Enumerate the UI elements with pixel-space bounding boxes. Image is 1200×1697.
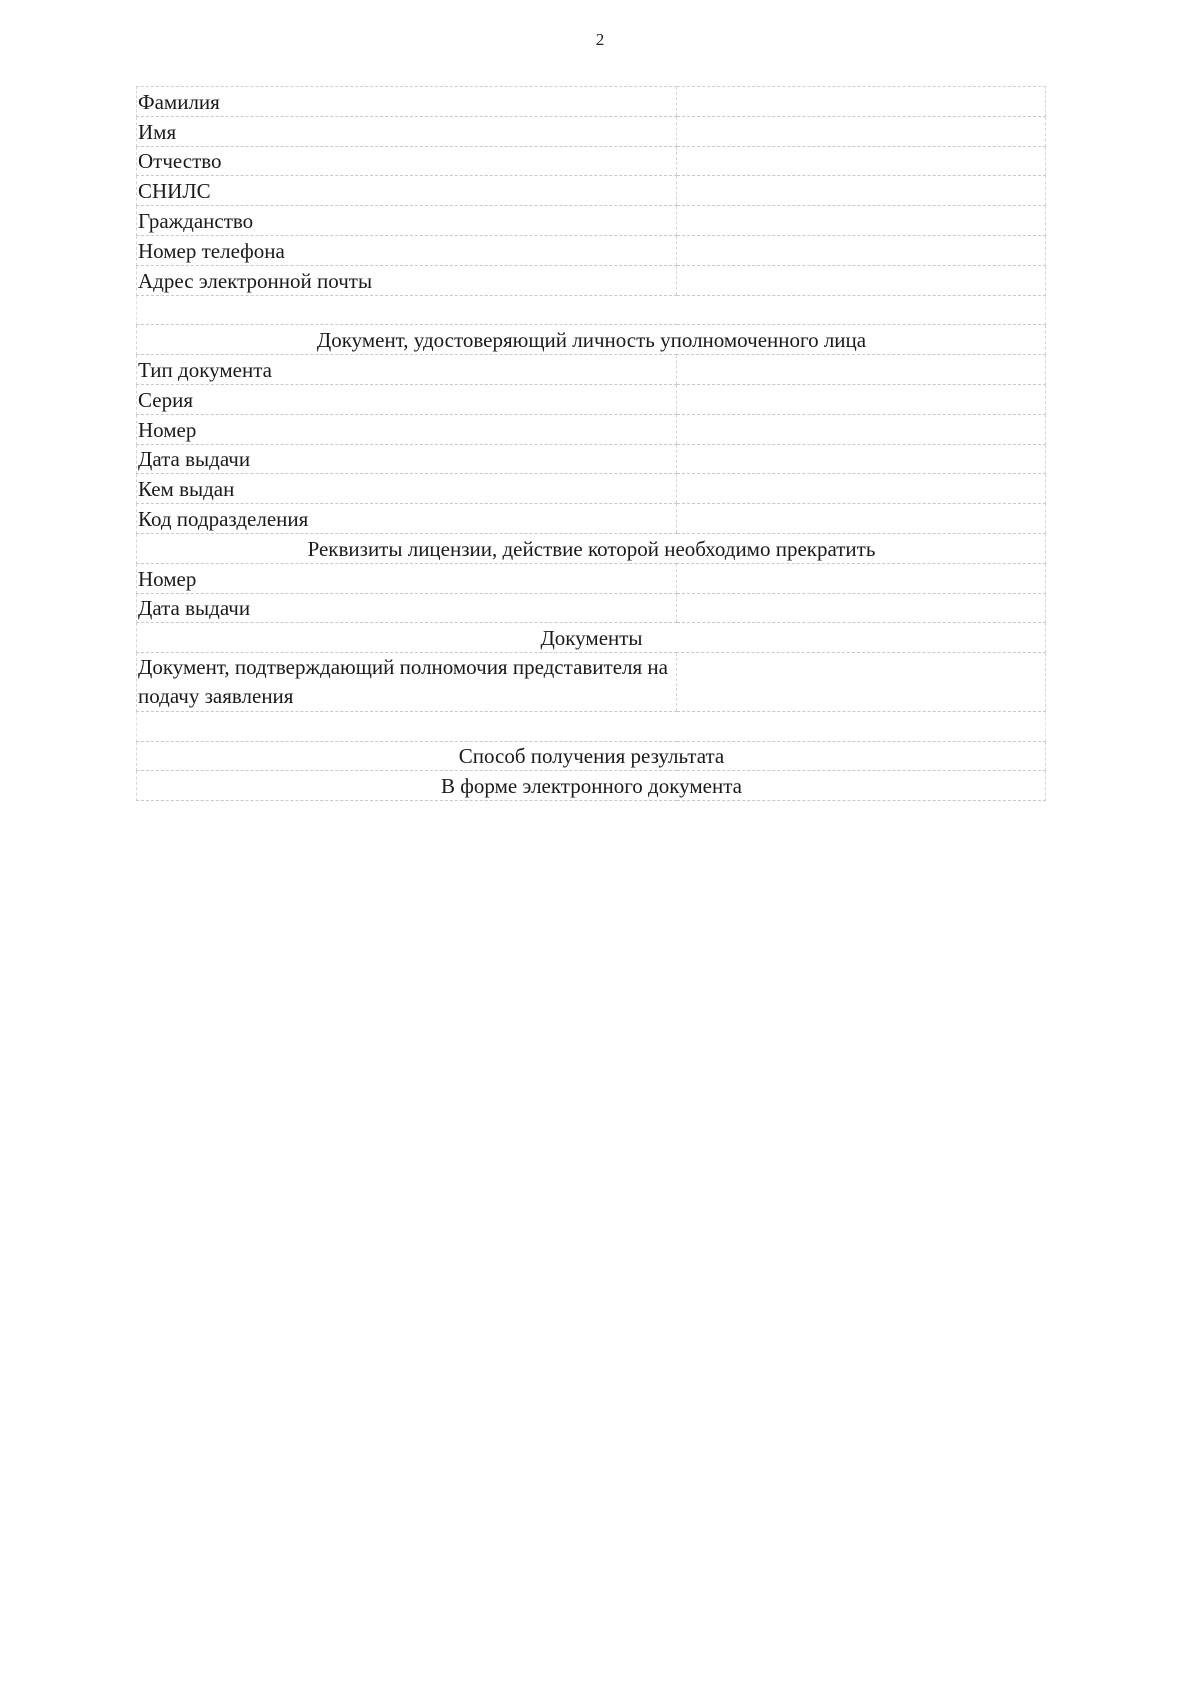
form-row-name xyxy=(137,116,1046,146)
field-value xyxy=(677,593,1046,623)
field-value xyxy=(677,474,1046,504)
field-value xyxy=(677,653,1046,712)
section-title: Документы xyxy=(137,623,1046,653)
form-row-surname xyxy=(137,87,1046,117)
spacer-row xyxy=(137,295,1046,325)
field-value xyxy=(677,504,1046,534)
section-title: Реквизиты лицензии, действие которой необходимо прекратить xyxy=(137,533,1046,563)
section-result xyxy=(137,741,1046,771)
field-value xyxy=(677,355,1046,385)
field-label: Серия xyxy=(137,384,677,414)
field-value xyxy=(677,87,1046,117)
field-value xyxy=(677,116,1046,146)
field-value xyxy=(677,414,1046,444)
form-row-license-issue-date xyxy=(137,593,1046,623)
field-label: Фамилия xyxy=(137,87,677,117)
field-value xyxy=(677,444,1046,474)
field-label: Тип документа xyxy=(137,355,677,385)
field-label: Номер телефона xyxy=(137,235,677,265)
result-value-row xyxy=(137,771,1046,801)
section-title: Способ получения результата xyxy=(137,741,1046,771)
form-row-doc-number xyxy=(137,414,1046,444)
section-title: Документ, удостоверяющий личность уполномоченного лица xyxy=(137,325,1046,355)
field-value xyxy=(677,265,1046,295)
field-label: Код подразделения xyxy=(137,504,677,534)
field-value xyxy=(677,146,1046,176)
field-value xyxy=(677,563,1046,593)
field-label: Номер xyxy=(137,563,677,593)
section-license xyxy=(137,533,1046,563)
result-value: В форме электронного документа xyxy=(137,771,1046,801)
form-row-patronymic xyxy=(137,146,1046,176)
form-row-snils xyxy=(137,176,1046,206)
form-row-citizenship xyxy=(137,206,1046,236)
page-number: 2 xyxy=(595,30,605,49)
section-documents xyxy=(137,623,1046,653)
field-value xyxy=(677,384,1046,414)
form-row-doc-division-code xyxy=(137,504,1046,534)
form-row-phone xyxy=(137,235,1046,265)
form-row-doc-issue-date xyxy=(137,444,1046,474)
field-value xyxy=(677,176,1046,206)
form-row-authority-document xyxy=(137,653,1046,712)
section-identity-document xyxy=(137,325,1046,355)
application-form-table xyxy=(136,86,1046,801)
spacer-row xyxy=(137,711,1046,741)
field-label: Имя xyxy=(137,116,677,146)
form-row-doc-type xyxy=(137,355,1046,385)
field-label: СНИЛС xyxy=(137,176,677,206)
field-label: Номер xyxy=(137,414,677,444)
field-label: Документ, подтверждающий полномочия представителя на подачу заявления xyxy=(137,653,677,712)
form-row-license-number xyxy=(137,563,1046,593)
field-label: Адрес электронной почты xyxy=(137,265,677,295)
field-label: Отчество xyxy=(137,146,677,176)
field-value xyxy=(677,206,1046,236)
empty-cell xyxy=(137,295,1046,325)
field-label: Дата выдачи xyxy=(137,593,677,623)
field-label: Гражданство xyxy=(137,206,677,236)
form-row-email xyxy=(137,265,1046,295)
form-row-doc-issued-by xyxy=(137,474,1046,504)
empty-cell xyxy=(137,711,1046,741)
field-label: Кем выдан xyxy=(137,474,677,504)
field-label: Дата выдачи xyxy=(137,444,677,474)
field-value xyxy=(677,235,1046,265)
form-row-doc-series xyxy=(137,384,1046,414)
